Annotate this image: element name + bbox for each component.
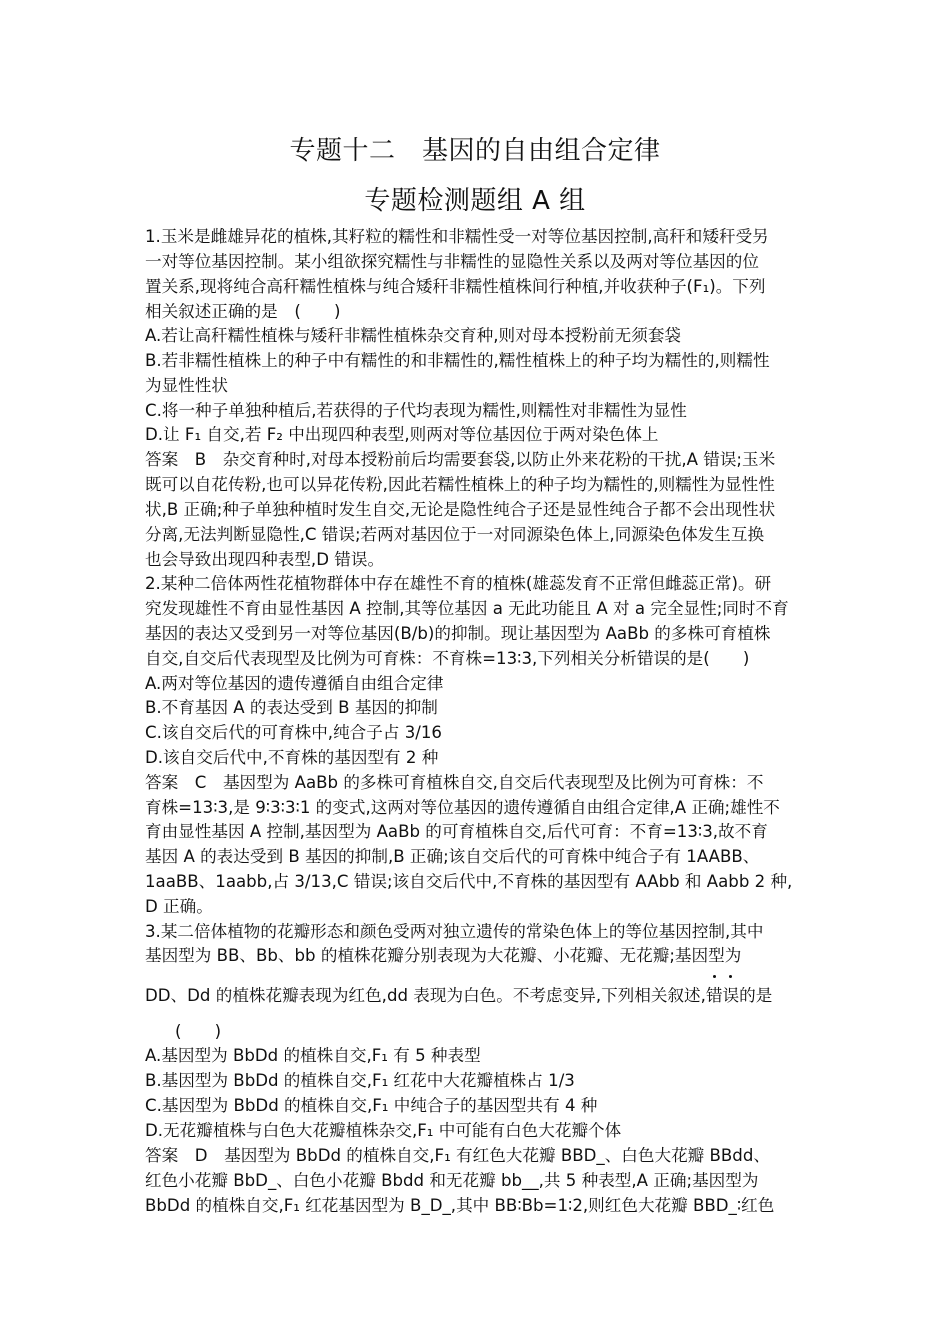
page-subtitle: 专题检测题组 A 组 <box>364 186 586 216</box>
text-segment: DD、Dd 的植株花瓣表现为红色,dd 表现为白色。不考虑变异,下列相关叙述, <box>145 986 706 1005</box>
answer-line: 答案 B 杂交育种时,对母本授粉前后均需要套袋,以防止外来花粉的干扰,A 错误;玉米 <box>145 450 776 469</box>
option-line: A.基因型为 BbDd 的植株自交,F₁ 有 5 种表型 <box>145 1046 481 1065</box>
text-line: 1.玉米是雌雄异花的植株,其籽粒的糯性和非糯性受一对等位基因控制,高秆和矮秆受另 <box>145 227 769 246</box>
text-segment: 的是 <box>739 986 773 1005</box>
answer-line: 1aaBB、1aabb,占 3/13,C 错误;该自交后代中,不育株的基因型有 AAbb 和 Aabb 2 种, <box>145 872 793 891</box>
option-line: D.该自交后代中,不育株的基因型有 2 种 <box>145 748 439 767</box>
option-line: D.无花瓣植株与白色大花瓣植株杂交,F₁ 中可能有白色大花瓣个体 <box>145 1121 622 1140</box>
answer-line: 也会导致出现四种表型,D 错误。 <box>145 550 385 569</box>
text-line: 3.某二倍体植物的花瓣形态和颜色受两对独立遗传的常染色体上的等位基因控制,其中 <box>145 922 764 941</box>
answer-line: 状,B 正确;种子单独种植时发生自交,无论是隐性纯合子还是显性纯合子都不会出现性状 <box>145 500 776 519</box>
text-line: 2.某种二倍体两性花植物群体中存在雄性不育的植株(雄蕊发育不正常但雌蕊正常)。研 <box>145 574 772 593</box>
option-line: B.基因型为 BbDd 的植株自交,F₁ 红花中大花瓣植株占 1/3 <box>145 1071 575 1090</box>
answer-line: BbDd 的植株自交,F₁ 红花基因型为 B_D_,其中 BB∶Bb=1∶2,则红色大花瓣 BBD_∶红色 <box>145 1196 775 1215</box>
answer-line: 育由显性基因 A 控制,基因型为 AaBb 的可育植株自交,后代可育：不育=13∶3,故不育 <box>145 822 768 841</box>
option-line: 为显性性状 <box>145 376 228 395</box>
text-line: 相关叙述正确的是 ( ) <box>145 302 341 321</box>
answer-line: 答案 C 基因型为 AaBb 的多株可育植株自交,自交后代表现型及比例为可育株：不 <box>145 773 764 792</box>
answer-line: 既可以自花传粉,也可以异花传粉,因此若糯性植株上的种子均为糯性的,则糯性为显性性 <box>145 475 775 494</box>
text-line: 究发现雄性不育由显性基因 A 控制,其等位基因 a 无此功能且 A 对 a 完全显性;同时不育 <box>145 599 789 618</box>
text-line: 自交,自交后代表现型及比例为可育株：不育株=13∶3,下列相关分析错误的是( ) <box>145 649 750 668</box>
answer-line: 基因 A 的表达受到 B 基因的抑制,B 正确;该自交后代的可育株中纯合子有 1AABB、 <box>145 847 760 866</box>
option-line: D.让 F₁ 自交,若 F₂ 中出现四种表型,则两对等位基因位于两对染色体上 <box>145 425 659 444</box>
text-line: 一对等位基因控制。某小组欲探究糯性与非糯性的显隐性关系以及两对等位基因的位 <box>145 252 759 271</box>
answer-line: 分离,无法判断显隐性,C 错误;若两对基因位于一对同源染色体上,同源染色体发生互换 <box>145 525 765 544</box>
answer-line: D 正确。 <box>145 897 213 916</box>
option-line: B.不育基因 A 的表达受到 B 基因的抑制 <box>145 698 438 717</box>
option-line: C.基因型为 BbDd 的植株自交,F₁ 中纯合子的基因型共有 4 种 <box>145 1096 598 1115</box>
emphasis-char: 误 <box>722 986 740 1005</box>
option-line: C.将一种子单独种植后,若获得的子代均表现为糯性,则糯性对非糯性为显性 <box>145 401 687 420</box>
answer-paren: ( ) <box>175 1022 222 1041</box>
option-line: A.两对等位基因的遗传遵循自由组合定律 <box>145 674 444 693</box>
answer-line: 答案 D 基因型为 BbDd 的植株自交,F₁ 有红色大花瓣 BBD_、白色大花瓣 BBdd、 <box>145 1146 770 1165</box>
option-line: C.该自交后代的可育株中,纯合子占 3/16 <box>145 723 442 742</box>
emphasis-char: 错 <box>705 986 723 1005</box>
answer-line: 红色小花瓣 BbD_、白色小花瓣 Bbdd 和无花瓣 bb__,共 5 种表型,A 正确;基因型为 <box>145 1171 759 1190</box>
option-line: B.若非糯性植株上的种子中有糯性的和非糯性的,糯性植株上的种子均为糯性的,则糯性 <box>145 351 770 370</box>
page-title: 专题十二 基因的自由组合定律 <box>289 136 661 166</box>
answer-line: 育株=13∶3,是 9∶3∶3∶1 的变式,这两对等位基因的遗传遵循自由组合定律,A 正确;雄性不 <box>145 798 780 817</box>
text-line-emphasis <box>145 985 772 1007</box>
option-line: A.若让高秆糯性植株与矮秆非糯性植株杂交育种,则对母本授粉前无须套袋 <box>145 326 682 345</box>
text-line: 基因的表达又受到另一对等位基因(B/b)的抑制。现让基因型为 AaBb 的多株可育植株 <box>145 624 771 643</box>
text-line: 置关系,现将纯合高秆糯性植株与纯合矮秆非糯性植株间行种植,并收获种子(F₁)。下列 <box>145 277 766 296</box>
text-line: 基因型为 BB、Bb、bb 的植株花瓣分别表现为大花瓣、小花瓣、无花瓣;基因型为 <box>145 946 742 965</box>
